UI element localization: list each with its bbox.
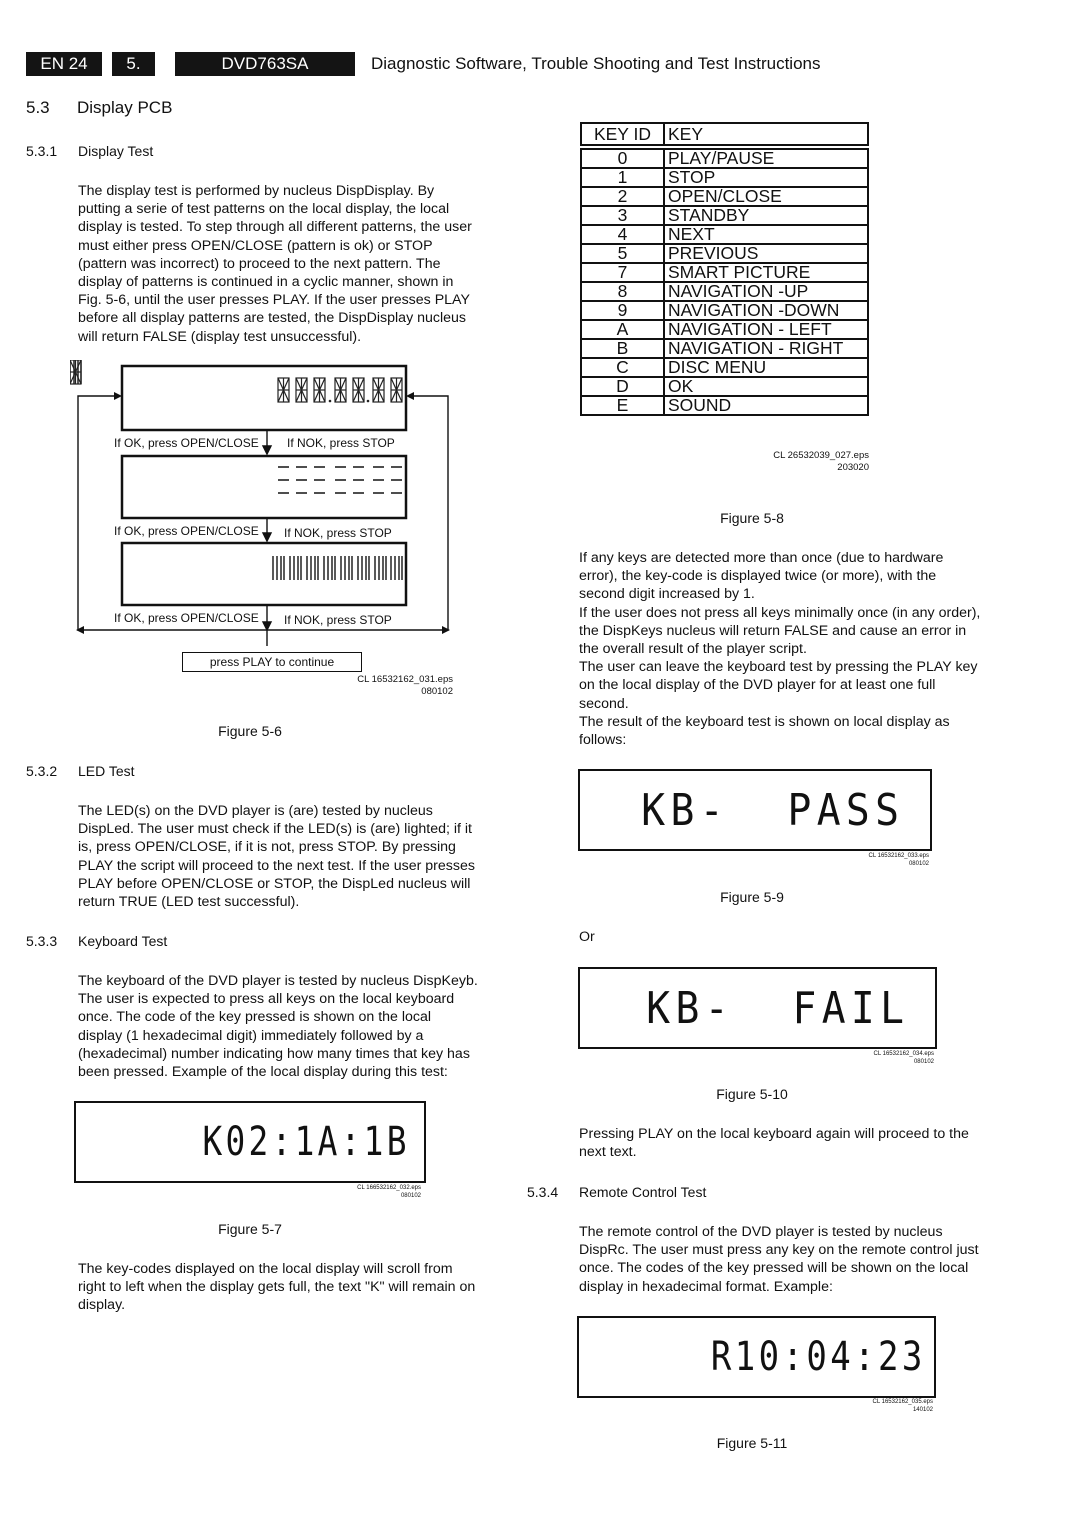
figure-5-11-ref-file: CL 16532162_035.eps xyxy=(872,1399,933,1405)
key-table-row xyxy=(581,168,868,187)
display-test-number: 5.3.1 xyxy=(26,143,58,159)
remote-test-text: The remote control of the DVD player is tested by nucleus DispRc. The user must press any key on the remote control just once. The codes of the key pressed will be shown on the local display in hexadecimal format. Example: xyxy=(579,1224,979,1295)
key-table-header-row xyxy=(581,123,868,145)
key-name-cell: OPEN/CLOSE xyxy=(664,187,868,206)
figure-5-7-ref-date: 080102 xyxy=(400,1193,421,1199)
lcd-pattern-1 xyxy=(122,366,406,430)
section-title: Display PCB xyxy=(77,98,173,117)
nok-label-1: If NOK, press STOP xyxy=(287,436,395,450)
paragraph-missing-keys: If the user does not press all keys minimally once (in any order), the DispKeys nucleus will return FALSE and cause an error in the overall result of the player script. xyxy=(579,604,981,658)
figure-5-9-caption: Figure 5-9 xyxy=(720,889,784,905)
figure-5-9-reference xyxy=(869,852,930,868)
key-table-header-id: KEY ID xyxy=(581,123,664,145)
key-id-cell: 2 xyxy=(581,187,664,206)
figure-5-8-caption: Figure 5-8 xyxy=(720,510,784,526)
remote-test-title: Remote Control Test xyxy=(579,1184,707,1200)
key-id-cell: 0 xyxy=(581,149,664,168)
key-id-cell: 4 xyxy=(581,225,664,244)
figure-5-10-caption: Figure 5-10 xyxy=(716,1086,788,1102)
key-id-table xyxy=(580,122,869,416)
figure-5-11-ref-date: 140102 xyxy=(912,1407,933,1413)
key-id-cell: B xyxy=(581,339,664,358)
page-header-title: Diagnostic Software, Trouble Shooting and Test Instructions xyxy=(371,54,821,73)
keyboard-test-number: 5.3.3 xyxy=(26,933,58,949)
key-id-cell: 5 xyxy=(581,244,664,263)
key-name-cell: PLAY/PAUSE xyxy=(664,149,868,168)
keyboard-test-title: Keyboard Test xyxy=(78,933,168,949)
key-id-cell: D xyxy=(581,377,664,396)
key-id-cell: C xyxy=(581,358,664,377)
ok-label-1: If OK, press OPEN/CLOSE xyxy=(114,436,259,450)
page-number-badge: EN 24 xyxy=(26,52,102,76)
figure-5-7-caption: Figure 5-7 xyxy=(218,1221,282,1237)
key-table-row xyxy=(581,377,868,396)
fail-lcd xyxy=(578,967,937,1049)
or-text: Or xyxy=(579,929,595,945)
key-id-cell: 8 xyxy=(581,282,664,301)
figure-5-8-ref-date: 203020 xyxy=(837,462,869,473)
key-table-row xyxy=(581,225,868,244)
keyboard-lcd-text: K02:1A:1B xyxy=(202,1119,410,1165)
figure-5-6-reference xyxy=(357,674,453,698)
display-test-text: The display test is performed by nucleus DispDisplay. By putting a serie of test patterns on the local display, the local display is tested. To step through all different patterns, the user must either press OPEN/CLOSE (pattern is ok) or STOP (pattern was incorrect) to proceed to the next pattern. The display of patterns is continued in a cyclic manner, shown in Fig. 5-6, until the user presses PLAY. If the user presses PLAY before all display patterns are tested, the DispDisplay nucleus will return FALSE (display test unsuccessful). xyxy=(78,183,472,345)
keyboard-test-heading xyxy=(26,933,167,949)
led-test-number: 5.3.2 xyxy=(26,763,58,779)
section-number: 5.3 xyxy=(26,98,50,117)
figure-5-9-ref-date: 080102 xyxy=(908,861,929,867)
figure-5-10-ref-date: 080102 xyxy=(913,1059,934,1065)
key-name-cell: NAVIGATION -UP xyxy=(664,282,868,301)
key-name-cell: OK xyxy=(664,377,868,396)
key-table-row xyxy=(581,244,868,263)
key-table-row xyxy=(581,301,868,320)
ok-label-3: If OK, press OPEN/CLOSE xyxy=(114,611,259,625)
key-table-row xyxy=(581,358,868,377)
paragraph-duplicate-keys: If any keys are detected more than once (due to hardware error), the key-code is displayed twice (or more), with the second digit increased by 1. xyxy=(579,550,944,603)
figure-5-8-ref-file: CL 26532039_027.eps xyxy=(773,450,869,461)
figure-5-10-ref-file: CL 16532162_034.eps xyxy=(873,1051,934,1057)
led-test-heading xyxy=(26,763,135,779)
figure-5-9-ref-file: CL 16532162_033.eps xyxy=(868,853,929,859)
after-fail-text: Pressing PLAY on the local keyboard again will proceed to the next text. xyxy=(579,1126,969,1161)
key-name-cell: NAVIGATION -DOWN xyxy=(664,301,868,320)
key-id-cell: 3 xyxy=(581,206,664,225)
fail-lcd-text: KB- FAIL xyxy=(645,982,909,1034)
key-name-cell: NAVIGATION - LEFT xyxy=(664,320,868,339)
model-badge: DVD763SA xyxy=(175,52,355,76)
paragraph-leave-test: The user can leave the keyboard test by pressing the PLAY key on the local display of the DVD player for at least one full second. xyxy=(579,659,978,712)
keyboard-test-text: The keyboard of the DVD player is tested by nucleus DispKeyb. The user is expected to press all keys on the local keyboard once. The code of the key pressed is shown on the local display (1 hexadecimal digit) immediately followed by a (hexadecimal) number indicating how many times that key has been pressed. Example of the local display during this test: xyxy=(78,973,478,1081)
figure-5-6-ref-file: CL 16532162_031.eps xyxy=(357,674,453,685)
remote-lcd-text: R10:04:23 xyxy=(711,1334,926,1380)
pass-lcd-text: KB- PASS xyxy=(640,784,904,836)
key-id-cell: 9 xyxy=(581,301,664,320)
key-name-cell: SMART PICTURE xyxy=(664,263,868,282)
key-table-row xyxy=(581,206,868,225)
figure-5-6-ref-date: 080102 xyxy=(421,686,453,697)
lcd-pattern-2 xyxy=(122,456,406,518)
figure-5-7-reference xyxy=(357,1184,421,1200)
key-name-cell: DISC MENU xyxy=(664,358,868,377)
key-table-row xyxy=(581,396,868,415)
chapter-badge: 5. xyxy=(112,52,155,76)
key-table-row xyxy=(581,320,868,339)
key-table-row xyxy=(581,282,868,301)
key-name-cell: STOP xyxy=(664,168,868,187)
section-heading xyxy=(26,98,172,118)
lcd-pattern-3 xyxy=(122,543,406,605)
paragraph-result-shown: The result of the keyboard test is shown on local display as follows: xyxy=(579,713,950,749)
nok-label-3: If NOK, press STOP xyxy=(284,613,392,627)
keyboard-result-text xyxy=(579,549,981,749)
figure-5-11-reference xyxy=(873,1398,934,1414)
key-id-cell: 7 xyxy=(581,263,664,282)
figure-5-6-caption: Figure 5-6 xyxy=(218,723,282,739)
press-play-box: press PLAY to continue xyxy=(182,652,362,672)
keyboard-lcd-example xyxy=(74,1101,426,1183)
pass-lcd xyxy=(578,769,932,851)
remote-test-number: 5.3.4 xyxy=(527,1184,559,1200)
led-test-title: LED Test xyxy=(78,763,135,779)
nok-label-2: If NOK, press STOP xyxy=(284,526,392,540)
key-id-cell: A xyxy=(581,320,664,339)
ok-label-2: If OK, press OPEN/CLOSE xyxy=(114,524,259,538)
figure-5-8-reference xyxy=(773,450,869,474)
key-table-row xyxy=(581,187,868,206)
key-table-header-key: KEY xyxy=(664,123,868,145)
key-table-row xyxy=(581,339,868,358)
led-test-text: The LED(s) on the DVD player is (are) tested by nucleus DispLed. The user must check if the LED(s) is (are) lighted; if it is, press OPEN/CLOSE, if it is not, press STOP. By pressing PLAY the script will proceed to the next test. If the user presses PLAY before OPEN/CLOSE or STOP, the DispLed nucleus will return TRUE (LED test successful). xyxy=(78,803,475,911)
keyboard-test-text-after: The key-codes displayed on the local display will scroll from right to left when the display gets full, the text "K" will remain on display. xyxy=(78,1261,476,1314)
key-id-cell: 1 xyxy=(581,168,664,187)
remote-test-heading xyxy=(527,1184,706,1200)
key-name-cell: STANDBY xyxy=(664,206,868,225)
key-table-row xyxy=(581,263,868,282)
figure-5-11-caption: Figure 5-11 xyxy=(716,1435,788,1451)
key-name-cell: NEXT xyxy=(664,225,868,244)
figure-5-10-reference xyxy=(874,1050,935,1066)
key-table-row xyxy=(581,149,868,168)
display-test-heading xyxy=(26,143,153,159)
key-name-cell: NAVIGATION - RIGHT xyxy=(664,339,868,358)
key-name-cell: PREVIOUS xyxy=(664,244,868,263)
display-test-title: Display Test xyxy=(78,143,154,159)
figure-5-7-ref-file: CL 166532162_032.eps xyxy=(357,1185,421,1191)
remote-lcd-example xyxy=(577,1316,936,1398)
key-name-cell: SOUND xyxy=(664,396,868,415)
key-id-cell: E xyxy=(581,396,664,415)
